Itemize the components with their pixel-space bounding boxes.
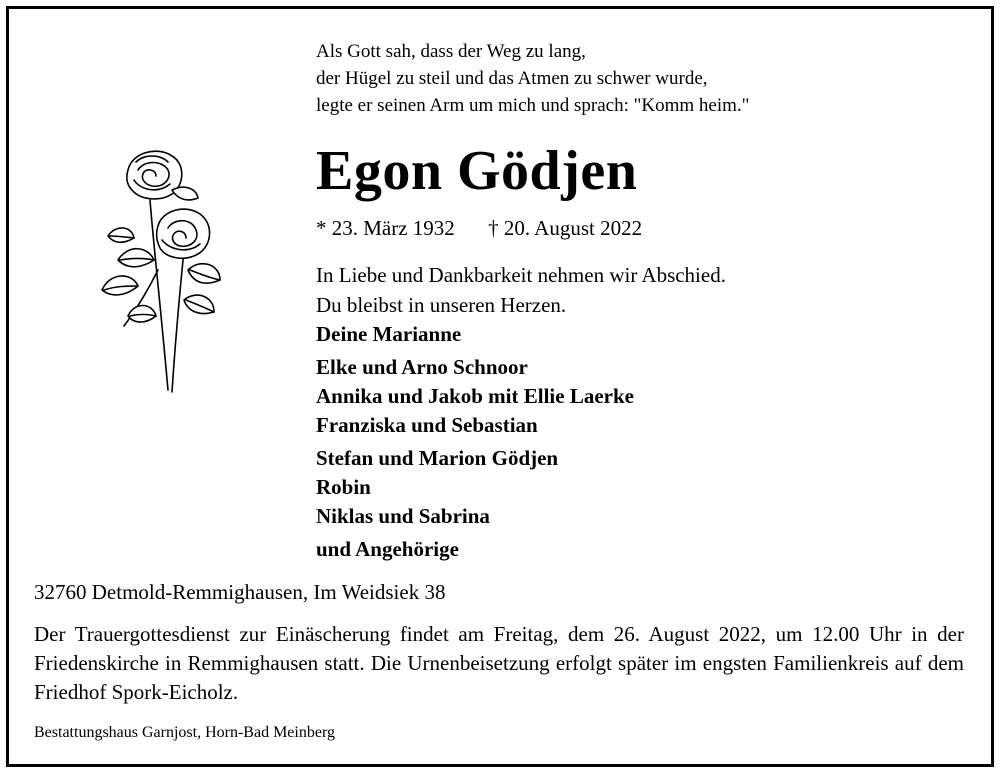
service-announcement: Der Trauergottesdienst zur Einäscherung findet am Freitag, dem 26. August 2022, um 12.00 Uhr in der Friedenskirche in Remmighausen statt. Die Urnenbeisetzung erfolgt später im engsten Familienkreis auf dem Friedhof Spork-Eicholz. — [34, 622, 964, 704]
farewell-line: In Liebe und Dankbarkeit nehmen wir Abschied. — [316, 263, 726, 287]
mourner: Niklas und Sabrina — [316, 504, 490, 528]
deceased-name: Egon Gödjen — [316, 140, 638, 202]
poem-line: legte er seinen Arm um mich und sprach: "Komm heim." — [316, 95, 750, 116]
mourner: und Angehörige — [316, 537, 459, 561]
poem-line: der Hügel zu steil und das Atmen zu schwer wurde, — [316, 68, 708, 89]
address: 32760 Detmold-Remmighausen, Im Weidsiek 38 — [34, 580, 446, 604]
poem — [316, 38, 749, 119]
mourner: Franziska und Sebastian — [316, 413, 538, 437]
mourner: Stefan und Marion Gödjen — [316, 446, 559, 470]
birth-date: * 23. März 1932 — [316, 216, 455, 240]
mourner: Robin — [316, 475, 371, 499]
death-date: † 20. August 2022 — [488, 216, 643, 240]
mourner: Annika und Jakob mit Ellie Laerke — [316, 384, 634, 408]
life-dates — [316, 214, 642, 242]
mourner: Deine Marianne — [316, 322, 462, 346]
mourners-list — [316, 320, 634, 564]
funeral-home: Bestattungshaus Garnjost, Horn-Bad Meinberg — [34, 724, 335, 741]
rose-illustration — [88, 140, 228, 400]
poem-line: Als Gott sah, dass der Weg zu lang, — [316, 41, 586, 62]
farewell-message — [316, 260, 726, 320]
mourner: Elke und Arno Schnoor — [316, 355, 528, 379]
farewell-line: Du bleibst in unseren Herzen. — [316, 293, 567, 317]
